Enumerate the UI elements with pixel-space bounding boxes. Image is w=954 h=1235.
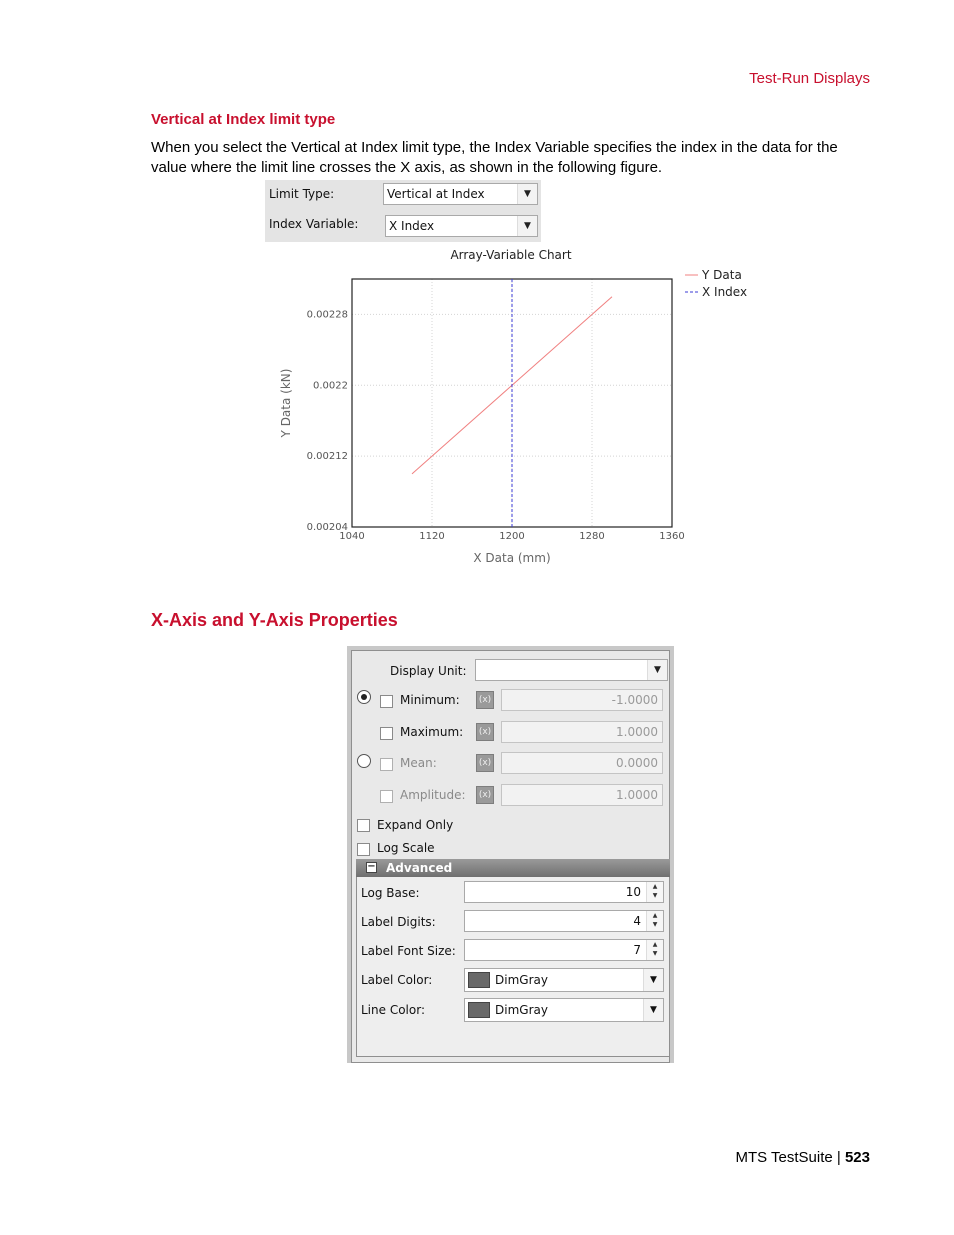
spin-arrows-icon[interactable]: ▲ ▼: [646, 911, 663, 931]
mean-label: Mean:: [400, 756, 437, 770]
limit-type-value: Vertical at Index: [387, 187, 485, 201]
log-scale-checkbox[interactable]: [357, 843, 370, 856]
line-color-dropdown[interactable]: [464, 998, 664, 1022]
body-paragraph: When you select the Vertical at Index limit type, the Index Variable specifies the index in the data for the value where the limit line crosses the X axis, as shown in the following figure.: [151, 139, 838, 176]
label-font-size-stepper[interactable]: [464, 939, 664, 961]
index-variable-dropdown[interactable]: [385, 215, 538, 237]
x-tick-label: 1040: [339, 531, 365, 542]
x-tick-label: 1120: [419, 531, 445, 542]
limit-type-dropdown[interactable]: [383, 183, 538, 205]
color-swatch: [468, 972, 490, 988]
index-variable-value: X Index: [389, 219, 435, 233]
legend-entry: Y Data: [702, 268, 742, 282]
advanced-label: Advanced: [386, 861, 453, 875]
label-font-size-label: Label Font Size:: [361, 944, 456, 958]
amplitude-label: Amplitude:: [400, 788, 466, 802]
amplitude-checkbox[interactable]: [380, 790, 393, 803]
axis-properties-panel: [347, 646, 674, 1063]
variable-link-icon[interactable]: (x): [476, 691, 494, 709]
chart-svg: [270, 243, 760, 573]
section-heading: X-Axis and Y-Axis Properties: [151, 610, 398, 630]
y-tick-label: 0.0022: [313, 380, 348, 392]
limit-settings-panel: [265, 180, 541, 242]
x-tick-label: 1360: [659, 531, 685, 542]
maximum-label: Maximum:: [400, 725, 464, 739]
label-digits-value: 4: [633, 914, 641, 928]
collapse-icon[interactable]: −: [367, 861, 376, 872]
chart-title: Array-Variable Chart: [450, 248, 572, 262]
amplitude-field[interactable]: 1.0000: [501, 784, 663, 806]
page-number: 523: [844, 1149, 870, 1166]
y-tick-label: 0.00204: [306, 522, 348, 533]
index-variable-label: Index Variable:: [269, 217, 359, 231]
minimum-label: Minimum:: [400, 693, 460, 707]
display-unit-dropdown[interactable]: [475, 659, 668, 681]
line-color-value: DimGray: [495, 1003, 548, 1017]
mean-checkbox[interactable]: [380, 758, 393, 771]
expand-only-checkbox[interactable]: [357, 819, 370, 832]
variable-link-icon[interactable]: (x): [476, 723, 494, 741]
minimum-field[interactable]: -1.0000: [501, 689, 663, 711]
chevron-down-icon: ▼: [517, 216, 537, 236]
line-color-label: Line Color:: [361, 1003, 425, 1017]
limit-type-label: Limit Type:: [269, 187, 335, 201]
label-digits-stepper[interactable]: [464, 910, 664, 932]
log-base-value: 10: [625, 885, 641, 899]
axis-properties-body: [351, 650, 670, 1063]
variable-link-icon[interactable]: (x): [476, 754, 494, 772]
x-tick-label: 1280: [579, 531, 605, 542]
running-header: Test-Run Displays: [749, 70, 870, 87]
label-digits-label: Label Digits:: [361, 915, 436, 929]
x-tick-label: 1200: [499, 531, 525, 542]
color-swatch: [468, 1002, 490, 1018]
x-axis-label: X Data (mm): [473, 551, 551, 565]
advanced-section-body: [356, 877, 670, 1057]
footer-separator: |: [836, 1149, 841, 1166]
advanced-section-header[interactable]: [356, 859, 670, 877]
chevron-down-icon: ▼: [647, 660, 667, 680]
tick-labels: [307, 309, 685, 542]
log-base-label: Log Base:: [361, 886, 420, 900]
chevron-down-icon: ▼: [517, 184, 537, 204]
range-mode-minmax-radio[interactable]: [357, 690, 371, 704]
page-footer: [0, 1149, 870, 1166]
label-color-value: DimGray: [495, 973, 548, 987]
legend-entry: X Index: [702, 285, 748, 299]
range-mode-mean-radio[interactable]: [357, 754, 371, 768]
subsection-heading: Vertical at Index limit type: [151, 111, 336, 128]
log-base-stepper[interactable]: [464, 881, 664, 903]
chevron-down-icon: ▼: [643, 999, 663, 1021]
display-unit-label: Display Unit:: [390, 664, 467, 678]
array-variable-chart: [270, 243, 760, 573]
spin-arrows-icon[interactable]: ▲ ▼: [646, 940, 663, 960]
label-font-size-value: 7: [633, 943, 641, 957]
y-tick-label: 0.00212: [306, 451, 348, 463]
footer-product: MTS TestSuite: [735, 1149, 833, 1166]
label-color-label: Label Color:: [361, 973, 433, 987]
mean-field[interactable]: 0.0000: [501, 752, 663, 774]
y-axis-label: Y Data (kN): [279, 368, 293, 438]
expand-only-label: Expand Only: [377, 818, 454, 832]
label-color-dropdown[interactable]: [464, 968, 664, 992]
variable-link-icon[interactable]: (x): [476, 786, 494, 804]
maximum-field[interactable]: 1.0000: [501, 721, 663, 743]
spin-arrows-icon[interactable]: ▲ ▼: [646, 882, 663, 902]
chevron-down-icon: ▼: [643, 969, 663, 991]
y-tick-label: 0.00228: [306, 309, 348, 321]
maximum-checkbox[interactable]: [380, 727, 393, 740]
minimum-checkbox[interactable]: [380, 695, 393, 708]
chart-legend: [685, 268, 747, 299]
log-scale-label: Log Scale: [377, 841, 435, 855]
